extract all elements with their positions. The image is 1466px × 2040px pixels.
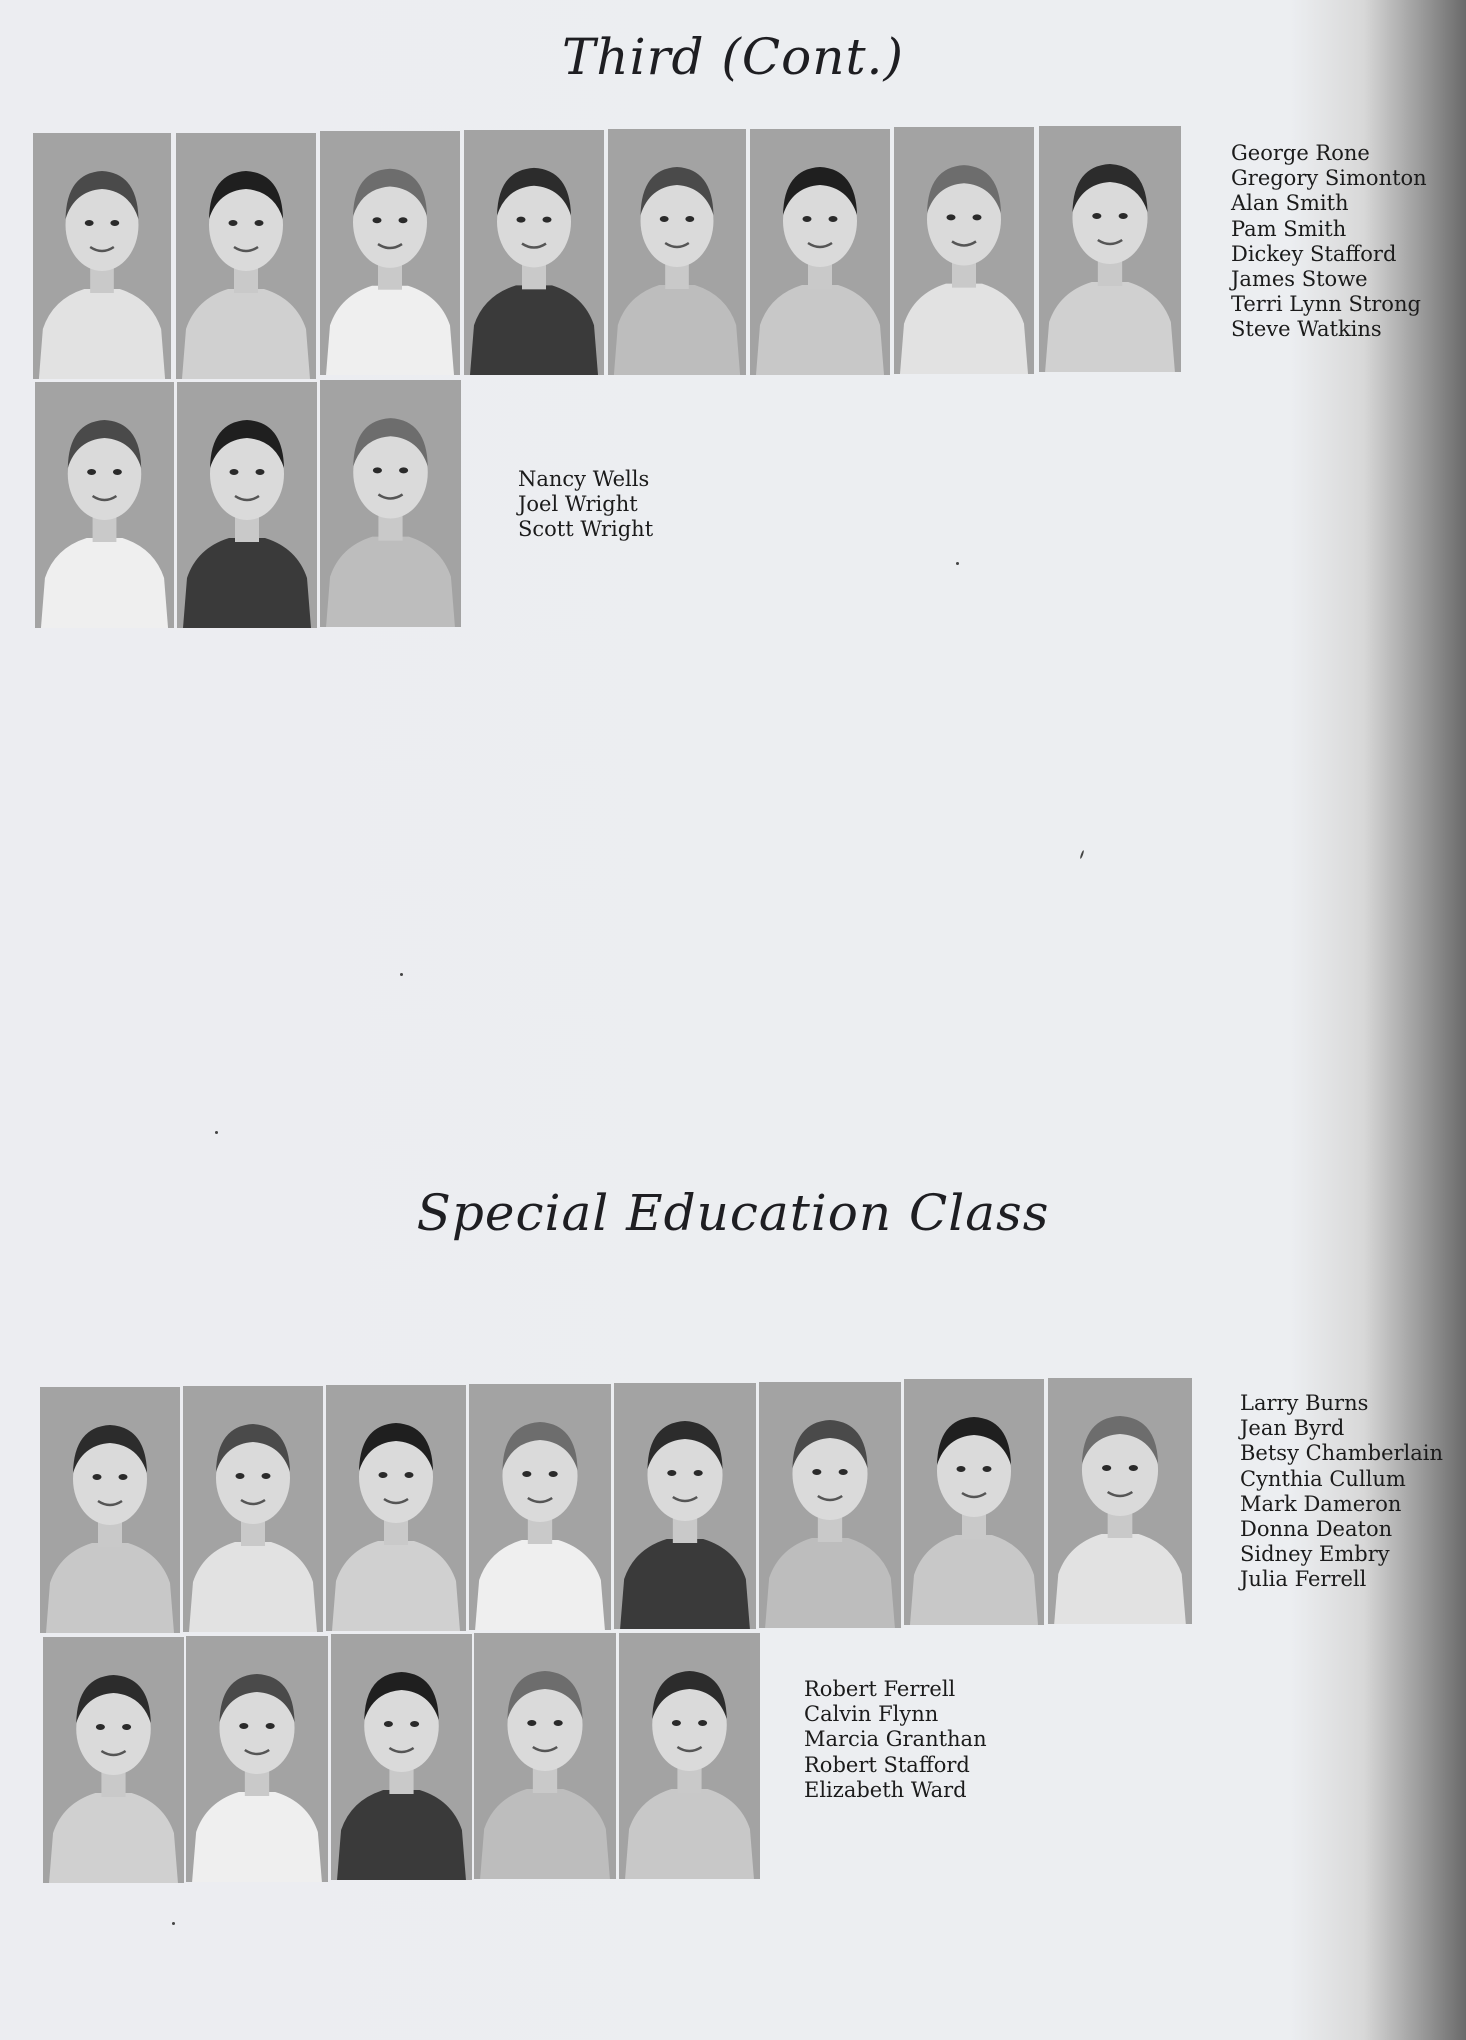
student-photo bbox=[474, 1633, 616, 1879]
student-photo bbox=[759, 1382, 901, 1628]
student-name: Jean Byrd bbox=[1240, 1416, 1345, 1441]
portrait-silhouette bbox=[186, 1636, 328, 1882]
portrait-silhouette bbox=[619, 1633, 760, 1879]
student-photo bbox=[904, 1379, 1044, 1625]
student-name: Sidney Embry bbox=[1240, 1542, 1390, 1567]
portrait-silhouette bbox=[33, 133, 171, 379]
portrait-silhouette bbox=[759, 1382, 901, 1628]
third-row-1-names bbox=[1231, 141, 1427, 343]
print-speck bbox=[1080, 850, 1085, 859]
student-name: Marcia Granthan bbox=[804, 1727, 987, 1752]
student-name: Larry Burns bbox=[1240, 1391, 1369, 1415]
student-name: Robert Stafford bbox=[804, 1752, 970, 1777]
student-name: George Rone bbox=[1231, 141, 1370, 165]
student-photo bbox=[320, 131, 460, 375]
portrait-silhouette bbox=[40, 1387, 180, 1633]
student-name: Julia Ferrell bbox=[1240, 1567, 1367, 1592]
portrait-silhouette bbox=[474, 1633, 616, 1879]
portrait-silhouette bbox=[1039, 126, 1181, 372]
student-name: Mark Dameron bbox=[1240, 1491, 1402, 1516]
print-speck bbox=[215, 1131, 218, 1134]
student-name: James Stowe bbox=[1231, 267, 1368, 292]
print-speck bbox=[400, 973, 403, 976]
student-photo bbox=[331, 1634, 472, 1880]
student-photo bbox=[1039, 126, 1181, 372]
student-photo bbox=[326, 1385, 466, 1631]
section-title-third-cont: Third (Cont.) bbox=[562, 28, 904, 86]
student-photo bbox=[894, 127, 1034, 374]
student-photo bbox=[469, 1384, 611, 1630]
student-photo bbox=[40, 1387, 180, 1633]
student-name: Joel Wright bbox=[518, 492, 638, 517]
student-name: Pam Smith bbox=[1231, 216, 1347, 241]
student-name: Scott Wright bbox=[518, 517, 654, 542]
student-photo bbox=[619, 1633, 760, 1879]
student-name: Donna Deaton bbox=[1240, 1517, 1393, 1542]
portrait-silhouette bbox=[320, 380, 461, 627]
student-name: Cynthia Cullum bbox=[1240, 1466, 1406, 1491]
student-photo bbox=[608, 129, 746, 375]
portrait-silhouette bbox=[464, 130, 604, 375]
student-name: Terri Lynn Strong bbox=[1231, 292, 1421, 317]
portrait-silhouette bbox=[894, 127, 1034, 374]
portrait-silhouette bbox=[614, 1383, 756, 1629]
student-photo bbox=[186, 1636, 328, 1882]
student-name: Calvin Flynn bbox=[804, 1702, 939, 1727]
portrait-silhouette bbox=[326, 1385, 466, 1631]
portrait-silhouette bbox=[320, 131, 460, 375]
portrait-silhouette bbox=[904, 1379, 1044, 1625]
print-speck bbox=[956, 562, 959, 565]
student-photo bbox=[320, 380, 461, 627]
portrait-silhouette bbox=[1048, 1378, 1192, 1624]
special-row-1-names bbox=[1240, 1391, 1443, 1593]
student-name: Gregory Simonton bbox=[1231, 166, 1427, 191]
student-photo bbox=[33, 133, 171, 379]
student-name: Robert Ferrell bbox=[804, 1677, 956, 1701]
student-photo bbox=[464, 130, 604, 375]
portrait-silhouette bbox=[469, 1384, 611, 1630]
student-photo bbox=[176, 133, 316, 379]
portrait-silhouette bbox=[331, 1634, 472, 1880]
third-row-2-names bbox=[518, 467, 653, 543]
student-photo bbox=[750, 129, 890, 375]
print-speck bbox=[172, 1922, 175, 1925]
portrait-silhouette bbox=[177, 382, 317, 628]
student-name: Elizabeth Ward bbox=[804, 1777, 967, 1802]
student-name: Alan Smith bbox=[1231, 191, 1349, 216]
student-name: Nancy Wells bbox=[518, 467, 650, 491]
student-name: Steve Watkins bbox=[1231, 317, 1382, 342]
special-row-2-names bbox=[804, 1677, 987, 1803]
student-photo bbox=[43, 1637, 184, 1883]
student-photo bbox=[614, 1383, 756, 1629]
portrait-silhouette bbox=[35, 382, 174, 628]
portrait-silhouette bbox=[608, 129, 746, 375]
student-photo bbox=[1048, 1378, 1192, 1624]
student-name: Betsy Chamberlain bbox=[1240, 1441, 1444, 1466]
portrait-silhouette bbox=[183, 1386, 323, 1632]
student-photo bbox=[183, 1386, 323, 1632]
student-name: Dickey Stafford bbox=[1231, 241, 1397, 266]
student-photo bbox=[177, 382, 317, 628]
section-title-special-education: Special Education Class bbox=[416, 1184, 1050, 1242]
student-photo bbox=[35, 382, 174, 628]
portrait-silhouette bbox=[750, 129, 890, 375]
portrait-silhouette bbox=[176, 133, 316, 379]
portrait-silhouette bbox=[43, 1637, 184, 1883]
